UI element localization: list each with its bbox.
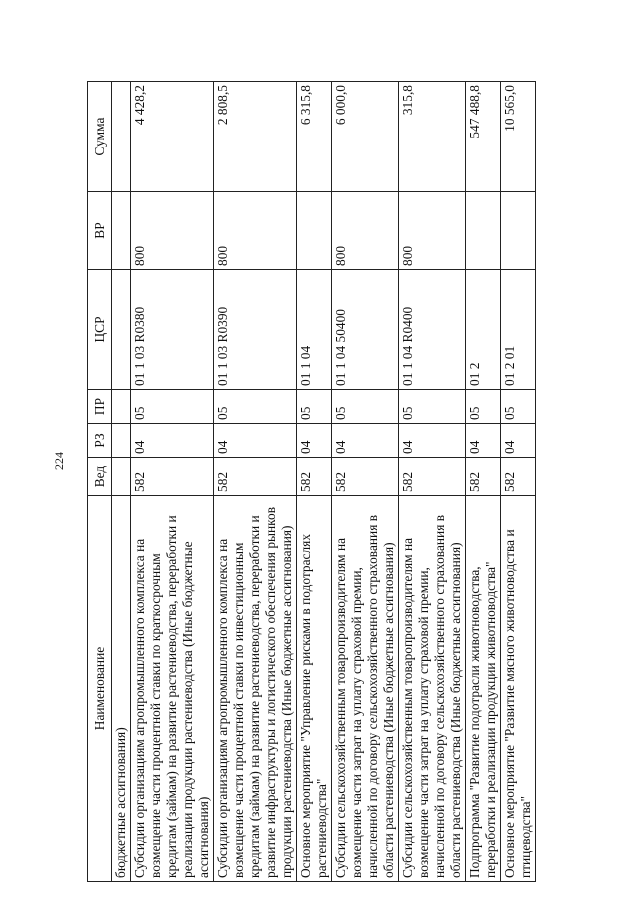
cell-name: Субсидии организациям агропромышленного комплекса на возмещение части процентной ставки по инвестиционным кредитам (займам) на развитие растениеводства, переработки и развитие инфраструктуры и логистического обеспечения рынков продукции растениеводства (Иные бюджетные ассигнования) [214,496,297,882]
cell-name: Основное мероприятие "Развитие мясного животноводства и птицеводства" [501,496,536,882]
cell-rz: 04 [332,424,399,458]
cell-sum: 6 315,8 [297,82,332,192]
cell-pr: 05 [399,390,466,424]
table-row [501,82,536,882]
cell-ved: 582 [399,458,466,496]
cell-sum: 547 488,8 [466,82,501,192]
cell-vr: 800 [332,192,399,270]
cell-vr [297,192,332,270]
cell-name: Субсидии сельскохозяйственным товаропроизводителям на возмещение части затрат на уплату страховой премии, начисленной по договору сельскохозяйственного страхования в области растениеводства (Иные бюджетные ассигнования) [332,496,399,882]
table-row [214,82,297,882]
cell-pr: 05 [131,390,214,424]
cell-sum: 315,8 [399,82,466,192]
rotated-table-container [87,82,615,882]
cell-ved: 582 [332,458,399,496]
header-name: Наименование [88,496,112,882]
table-row [332,82,399,882]
cell-csr: 01 1 03 R0390 [214,270,297,390]
cell-name: Субсидии организациям агропромышленного комплекса на возмещение части процентной ставки по краткосрочным кредитам (займам) на развитие растениеводства, переработки и реализации продукции растениеводства (Иные бюджетные ассигнования) [131,496,214,882]
cell-rz [112,424,131,458]
cell-csr: 01 1 04 R0400 [399,270,466,390]
cell-ved: 582 [131,458,214,496]
cell-vr [466,192,501,270]
header-sum: Сумма [88,82,112,192]
cell-pr: 05 [214,390,297,424]
header-ved: Вед [88,458,112,496]
cell-sum: 4 428,2 [131,82,214,192]
cell-vr: 800 [214,192,297,270]
table-row [466,82,501,882]
table-row [399,82,466,882]
cell-csr [112,270,131,390]
page-number: 224 [52,452,66,470]
cell-name: Субсидии сельскохозяйственным товаропроизводителям на возмещение части затрат на уплату страховой премии, начисленной по договору сельскохозяйственного страхования в области растениеводства (Иные бюджетные ассигнования) [399,496,466,882]
cell-sum: 2 808,5 [214,82,297,192]
cell-pr: 05 [332,390,399,424]
cell-ved [112,458,131,496]
header-csr: ЦСР [88,270,112,390]
cell-rz: 04 [399,424,466,458]
cell-pr: 05 [501,390,536,424]
cell-vr [112,192,131,270]
cell-vr: 800 [131,192,214,270]
cell-pr: 05 [466,390,501,424]
header-vr: ВР [88,192,112,270]
cell-sum [112,82,131,192]
cell-rz: 04 [466,424,501,458]
cell-sum: 6 000,0 [332,82,399,192]
cell-rz: 04 [297,424,332,458]
table-row [297,82,332,882]
header-rz: РЗ [88,424,112,458]
table-row [131,82,214,882]
cell-name: Подпрограмма "Развитие подотрасли животноводства, переработки и реализации продукции животноводства" [466,496,501,882]
budget-table [87,81,536,882]
cell-rz: 04 [214,424,297,458]
cell-ved: 582 [501,458,536,496]
cell-csr: 01 1 04 [297,270,332,390]
cell-sum: 10 565,0 [501,82,536,192]
cell-vr [501,192,536,270]
cell-csr: 01 1 04 50400 [332,270,399,390]
cell-csr: 01 2 [466,270,501,390]
cell-ved: 582 [466,458,501,496]
header-row [88,82,112,882]
cell-csr: 01 2 01 [501,270,536,390]
cell-pr: 05 [297,390,332,424]
table-row [112,82,131,882]
cell-ved: 582 [214,458,297,496]
cell-csr: 01 1 03 R0380 [131,270,214,390]
cell-vr: 800 [399,192,466,270]
cell-ved: 582 [297,458,332,496]
cell-rz: 04 [131,424,214,458]
cell-pr [112,390,131,424]
cell-rz: 04 [501,424,536,458]
cell-name: Основное мероприятие "Управление рисками в подотраслях растениеводства" [297,496,332,882]
header-pr: ПР [88,390,112,424]
cell-name: бюджетные ассигнования) [112,496,131,882]
